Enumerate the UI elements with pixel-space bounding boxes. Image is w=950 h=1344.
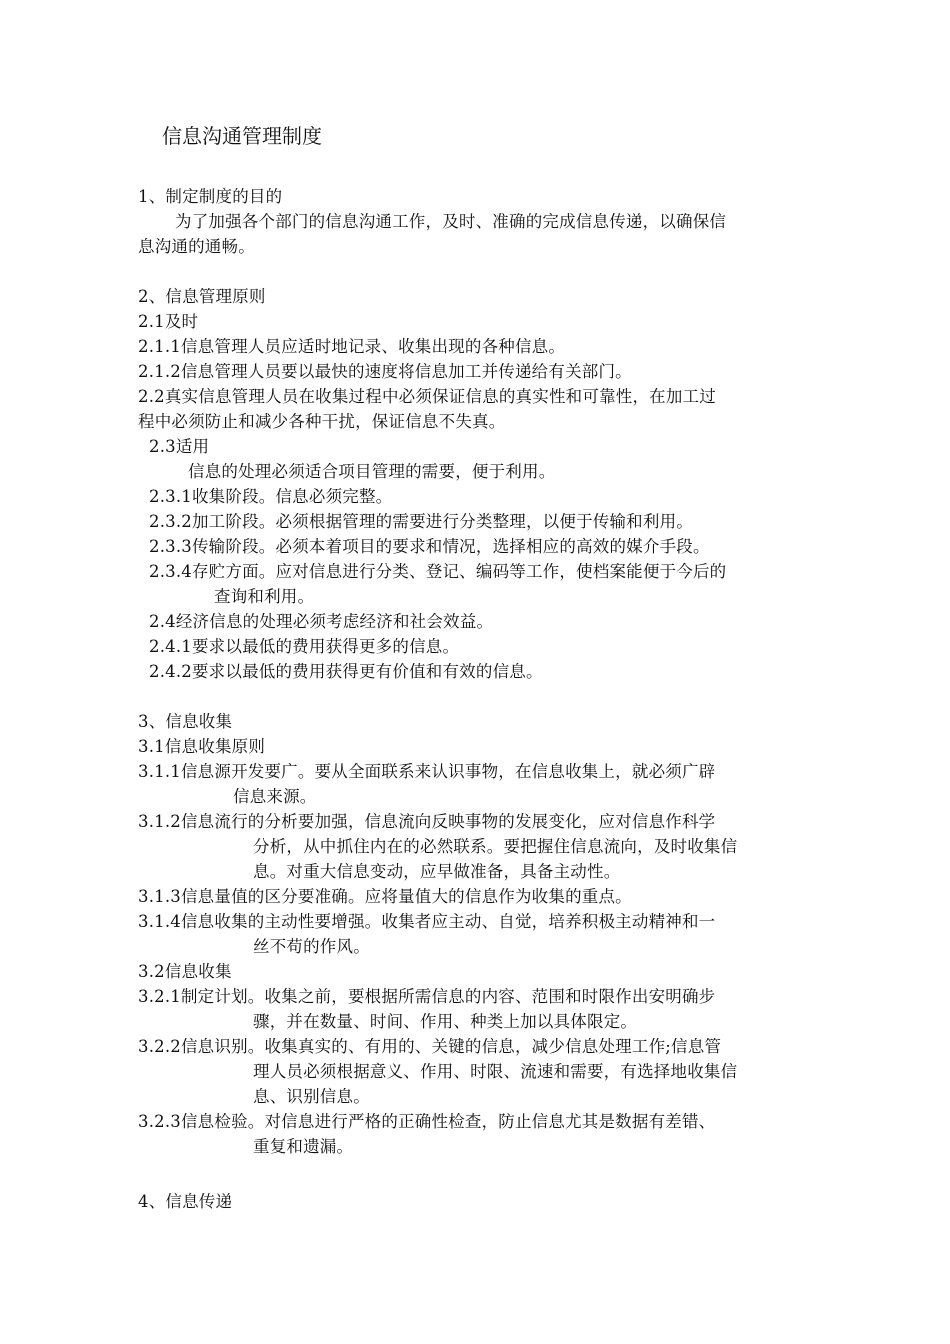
paragraph-line: 2.1.1信息管理人员应适时地记录、收集出现的各种信息。 <box>138 337 566 356</box>
paragraph-line: 2.3.3传输阶段。必须本着项目的要求和情况，选择相应的高效的媒介手段。 <box>149 537 710 556</box>
section-2-heading: 2、信息管理原则 <box>138 287 266 306</box>
paragraph-line: 3.1.3信息量值的区分要准确。应将量值大的信息作为收集的重点。 <box>138 887 632 906</box>
paragraph-line: 2.4.2要求以最低的费用获得更有价值和有效的信息。 <box>149 662 543 681</box>
paragraph-line: 息。对重大信息变动，应早做准备，具备主动性。 <box>253 862 621 881</box>
paragraph-line: 2.3.4存贮方面。应对信息进行分类、登记、编码等工作，使档案能便于今后的 <box>149 562 727 581</box>
paragraph-line: 息、识别信息。 <box>253 1087 370 1106</box>
document-title: 信息沟通管理制度 <box>162 124 322 148</box>
paragraph-line: 信息的处理必须适合项目管理的需要，便于利用。 <box>188 462 556 481</box>
paragraph-line: 3.1.2信息流行的分析要加强，信息流向反映事物的发展变化，应对信息作科学 <box>138 812 716 831</box>
section-1-heading: 1、制定制度的目的 <box>138 187 283 206</box>
paragraph-line: 3.1.4信息收集的主动性要增强。收集者应主动、自觉，培养积极主动精神和一 <box>138 912 716 931</box>
subsection-heading: 3.2信息收集 <box>138 962 232 981</box>
paragraph-line: 为了加强各个部门的信息沟通工作，及时、准确的完成信息传递，以确保信 <box>175 212 727 231</box>
paragraph-line: 息沟通的通畅。 <box>138 237 255 256</box>
paragraph-line: 丝不苟的作风。 <box>253 937 370 956</box>
paragraph-line: 骤，并在数量、时间、作用、种类上加以具体限定。 <box>253 1012 638 1031</box>
paragraph-line: 分析，从中抓住内在的必然联系。要把握住信息流向，及时收集信 <box>253 837 738 856</box>
paragraph-line: 信息来源。 <box>233 787 317 806</box>
paragraph-line: 2.3.2加工阶段。必须根据管理的需要进行分类整理，以便于传输和利用。 <box>149 512 693 531</box>
subsection-heading: 2.3适用 <box>149 437 210 456</box>
section-3-heading: 3、信息收集 <box>138 712 233 731</box>
paragraph-line: 3.2.3信息检验。对信息进行严格的正确性检查，防止信息尤其是数据有差错、 <box>138 1112 716 1131</box>
paragraph-line: 2.2真实信息管理人员在收集过程中必须保证信息的真实性和可靠性，在加工过 <box>138 387 716 406</box>
paragraph-line: 2.3.1收集阶段。信息必须完整。 <box>149 487 393 506</box>
paragraph-line: 查询和利用。 <box>214 587 315 606</box>
section-4-heading: 4、信息传递 <box>138 1192 233 1211</box>
paragraph-line: 程中必须防止和减少各种干扰，保证信息不失真。 <box>138 412 506 431</box>
paragraph-line: 2.1.2信息管理人员要以最快的速度将信息加工并传递给有关部门。 <box>138 362 632 381</box>
subsection-heading: 2.1及时 <box>138 312 199 331</box>
paragraph-line: 3.2.2信息识别。收集真实的、有用的、关键的信息，减少信息处理工作;信息管 <box>138 1037 722 1056</box>
paragraph-line: 3.1.1信息源开发要广。要从全面联系来认识事物，在信息收集上，就必须广辟 <box>138 762 716 781</box>
paragraph-line: 3.2.1制定计划。收集之前，要根据所需信息的内容、范围和时限作出安明确步 <box>138 987 716 1006</box>
subsection-heading: 3.1信息收集原则 <box>138 737 266 756</box>
paragraph-line: 2.4.1要求以最低的费用获得更多的信息。 <box>149 637 460 656</box>
subsection-heading: 2.4经济信息的处理必须考虑经济和社会效益。 <box>149 612 494 631</box>
paragraph-line: 重复和遗漏。 <box>253 1137 354 1156</box>
paragraph-line: 理人员必须根据意义、作用、时限、流速和需要，有选择地收集信 <box>253 1062 738 1081</box>
